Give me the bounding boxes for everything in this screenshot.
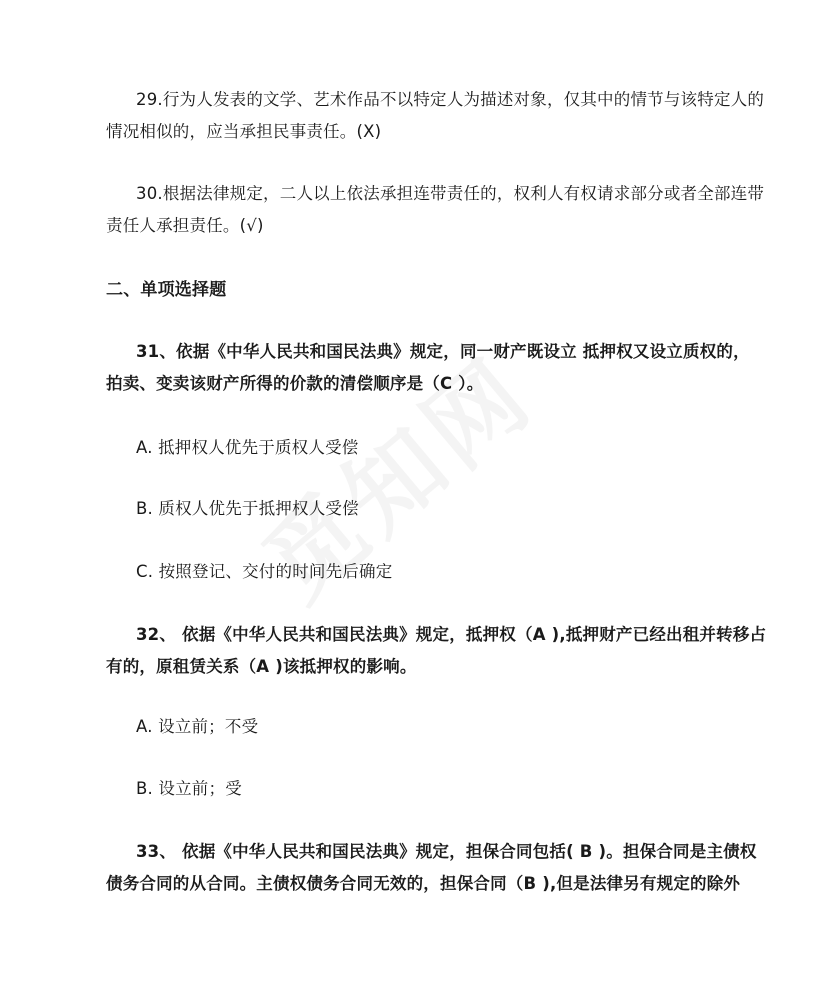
q29-line1: 29.行为人发表的文学、艺术作品不以特定人为描述对象，仅其中的情节与该特定人的 [136, 90, 765, 109]
q31-option-c: C. 按照登记、交付的时间先后确定 [136, 562, 393, 581]
q33-line2: 债务合同的从合同。主债权债务合同无效的，担保合同（B ),但是法律另有规定的除外 [106, 874, 741, 893]
q29-line2: 情况相似的，应当承担民事责任。(X) [106, 122, 382, 141]
q33-line1: 33、 依据《中华人民共和国民法典》规定，担保合同包括( B )。担保合同是主债权 [136, 842, 757, 861]
q32-line2: 有的，原租赁关系（A )该抵押权的影响。 [106, 657, 417, 676]
q30-line1: 30.根据法律规定，二人以上依法承担连带责任的，权利人有权请求部分或者全部连带 [136, 184, 765, 203]
q31-line2: 拍卖、变卖该财产所得的价款的清偿顺序是（C ）。 [106, 374, 484, 393]
q31-line1: 31、依据《中华人民共和国民法典》规定，同一财产既设立 抵押权又设立质权的， [136, 342, 750, 361]
q32-option-a: A. 设立前；不受 [136, 717, 259, 736]
q31-option-b: B. 质权人优先于抵押权人受偿 [136, 499, 359, 518]
q31-option-a: A. 抵押权人优先于质权人受偿 [136, 438, 359, 457]
q32-option-b: B. 设立前；受 [136, 779, 242, 798]
q32-line1: 32、 依据《中华人民共和国民法典》规定，抵押权（A ),抵押财产已经出租并转移占 [136, 625, 767, 644]
q30-line2: 责任人承担责任。(√) [106, 216, 264, 235]
section-title: 二、单项选择题 [106, 280, 227, 300]
